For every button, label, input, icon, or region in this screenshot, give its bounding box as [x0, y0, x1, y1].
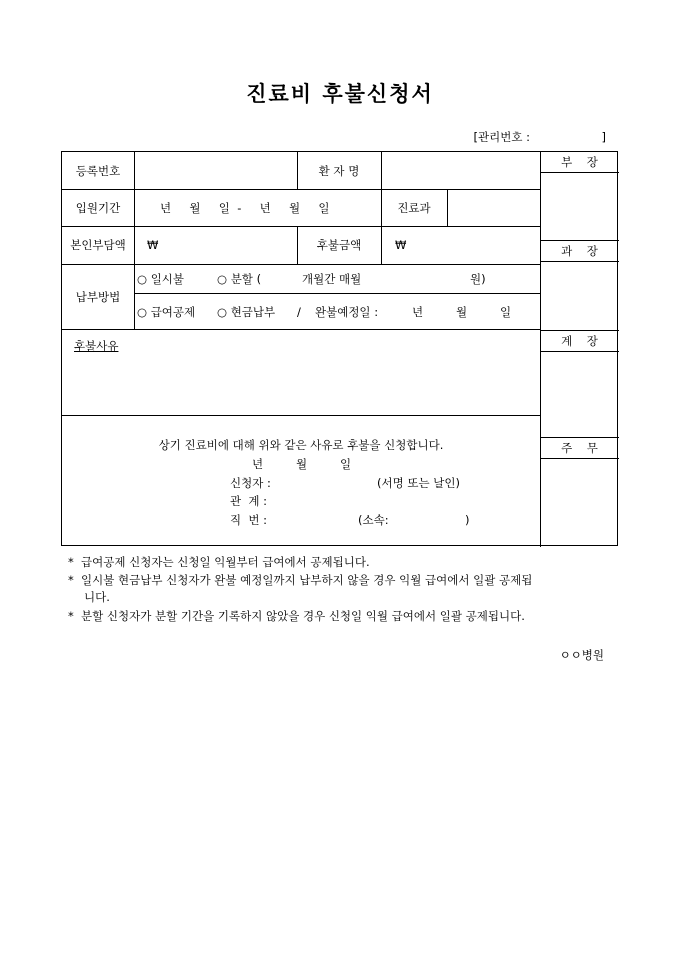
patient-name-label: 환 자 명 [318, 164, 360, 178]
note-2-continued: 니다. [84, 590, 110, 604]
approval-team-leader: 계 장 [561, 334, 598, 348]
option-lump-sum[interactable]: ○ 일시불 [137, 272, 185, 286]
note-2: * 일시불 현금납부 신청자가 완불 예정일까지 납부하지 않을 경우 익월 급여에서 일괄 공제됩 [68, 573, 533, 587]
declaration-date: 년 월 일 [252, 457, 352, 471]
management-number-close: ] [601, 130, 606, 144]
admission-dates: 년 월 일 - 년 월 일 [160, 201, 330, 215]
slash-separator: / [297, 305, 301, 319]
applicant-label: 신청자 : [230, 476, 271, 490]
deferred-amount-label: 후불금액 [316, 238, 362, 252]
self-pay-currency: ₩ [147, 238, 159, 252]
payment-method-label: 납부방법 [75, 290, 121, 304]
admission-period-label: 입원기간 [75, 201, 121, 215]
management-number-label: [관리번호 : [473, 130, 530, 144]
self-pay-label: 본인부담액 [70, 238, 126, 252]
reg-no-label: 등록번호 [75, 164, 121, 178]
hospital-name: ㅇㅇ병원 [559, 648, 604, 662]
option-salary-deduction[interactable]: ○ 급여공제 [137, 305, 196, 319]
affiliation-label: (소속: [358, 513, 389, 527]
form-title: 진료비 후불신청서 [246, 81, 434, 106]
employee-no-label: 직 번 : [230, 513, 268, 527]
note-1: * 급여공제 신청자는 신청일 익월부터 급여에서 공제됩니다. [68, 555, 370, 569]
management-number [474, 129, 607, 145]
option-installment[interactable]: ○ 분할 ( [217, 272, 262, 286]
declaration-statement: 상기 진료비에 대해 위와 같은 사유로 후불을 신청합니다. [158, 438, 444, 452]
approval-officer: 주 무 [561, 441, 598, 455]
application-form-table [61, 151, 618, 546]
relation-label: 관 계 : [230, 494, 268, 508]
approval-section-chief: 과 장 [561, 244, 598, 258]
affiliation-close: ) [465, 513, 470, 527]
option-cash-payment[interactable]: ○ 현금납부 [217, 305, 276, 319]
due-date-fields: 년 월 일 [412, 305, 512, 319]
reason-label: 후불사유 [74, 339, 119, 353]
deferred-currency: ₩ [395, 238, 407, 252]
note-3: * 분할 신청자가 분할 기간을 기록하지 않았을 경우 신청일 익월 급여에서 일괄 공제됩니다. [68, 609, 525, 623]
installment-detail: 개월간 매월 [302, 272, 362, 286]
signature-hint: (서명 또는 날인) [377, 476, 460, 490]
department-label: 진료과 [397, 201, 431, 215]
installment-won: 원) [470, 272, 486, 286]
due-date-label: 완불예정일 : [315, 305, 379, 319]
approval-department-head: 부 장 [561, 155, 598, 169]
